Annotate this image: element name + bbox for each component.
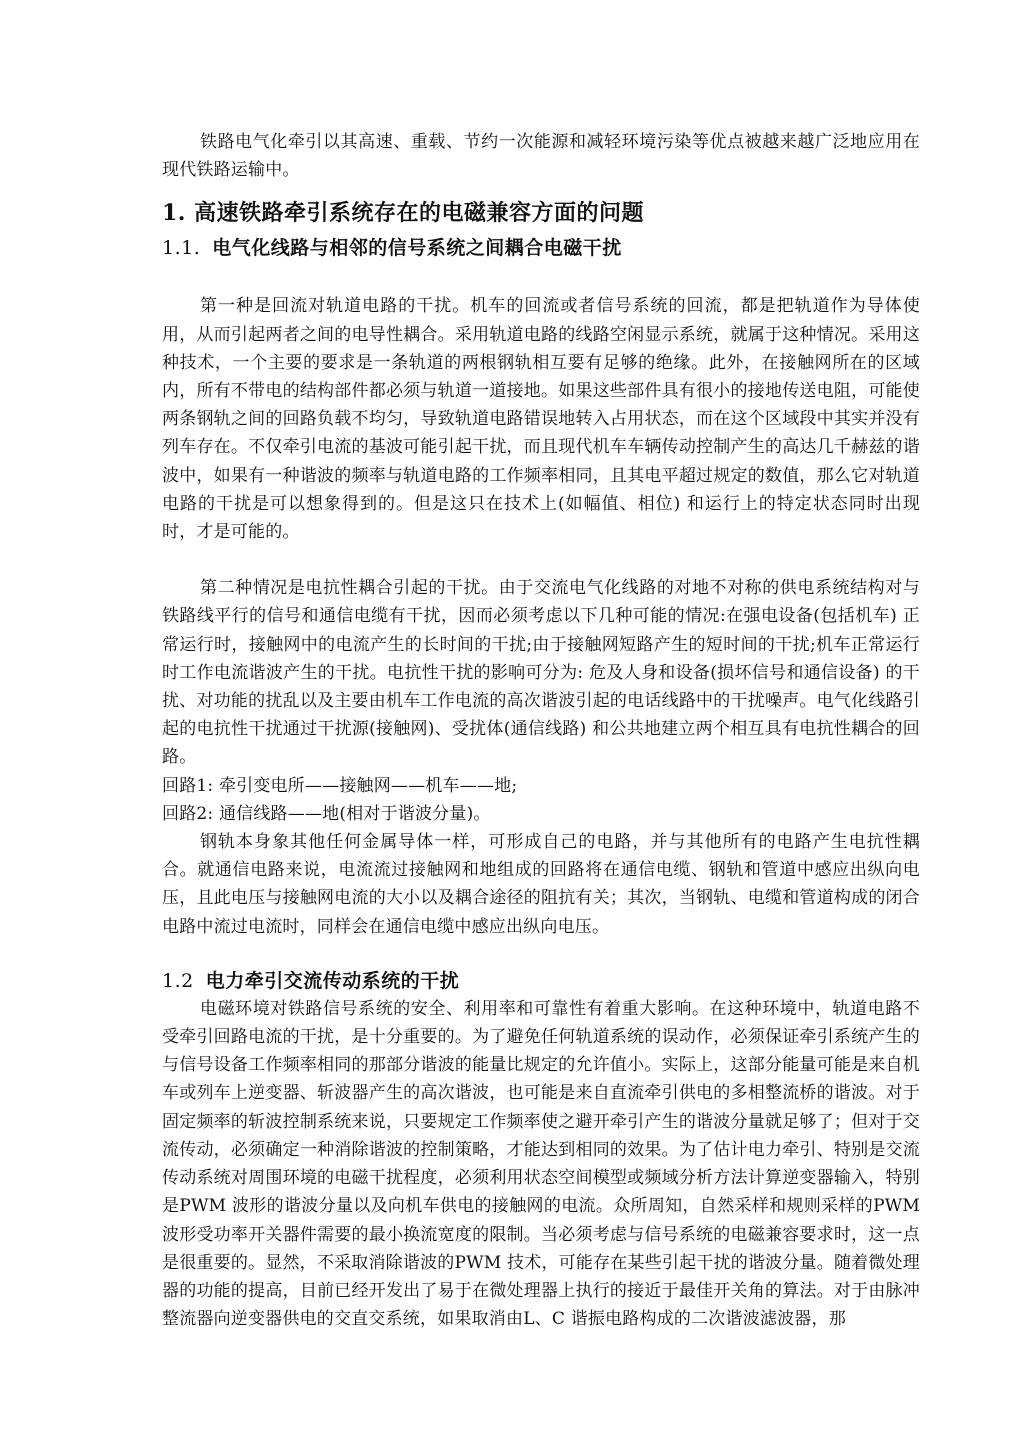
spacer — [162, 546, 920, 574]
loop-2-line: 回路2: 通信线路——地(相对于谐波分量)。 — [162, 803, 491, 824]
intro-paragraph: 铁路电气化牵引以其高速、重载、节约一次能源和减轻环境污染等优点被越来越广泛地应用在现代铁路运输中。 — [162, 132, 920, 181]
section-1-2-paragraph-1: 电磁环境对铁路信号系统的安全、利用率和可靠性有着重大影响。在这种环境中，轨道电路不受牵引回路电流的干扰，是十分重要的。为了避免任何轨道系统的误动作，必须保证牵引系统产生的与信号设备工作频率相同的那部分谐波的能量比规定的允许值小。实际上，这部分能量可能是来自机车或列车上逆变器、斩波器产生的高次谐波，也可能是来自直流牵引供电的多相整流桥的谐波。对于固定频率的斩波控制系统来说，只要规定工作频率使之避开牵引产生的谐波分量就足够了；但对于交流传动，必须确定一种消除谐波的控制策略，才能达到相同的效果。为了估计电力牵引、特别是交流传动系统对周围环境的电磁干扰程度，必须利用状态空间模型或频域分析方法计算逆变器输入，特别是PWM 波形的谐波分量以及向机车供电的接触网的电流。众所周知，自然采样和规则采样的PWM 波形受功率开关器件需要的最小换流宽度的限制。当必须考虑与信号系统的电磁兼容要求时，这一点是很重要的。显然，不采取消除谐波的PWM 技术，可能存在某些引起干扰的谐波分量。随着微处理器的功能的提高，目前已经开发出了易于在微处理器上执行的接近于最佳开关角的算法。对于由脉冲整流器向逆变器供电的交直交系统，如果取消由L、C 谐振电路构成的二次谐波滤波器，那 — [162, 998, 920, 1330]
spacer — [162, 941, 920, 963]
section-1-heading — [162, 198, 920, 228]
section-1-1-paragraph-2: 第二种情况是电抗性耦合引起的干扰。由于交流电气化线路的对地不对称的供电系统结构对与铁路线平行的信号和通信电缆有干扰，因而必须考虑以下几种可能的情况:在强电设备(包括机车) 正常运行时，接触网中的电流产生的长时间的干扰;由于接触网短路产生的短时间的干扰;机车正常运行时工作电流谐波产生的干扰。电抗性干扰的影响可分为: 危及人身和设备(损坏信号和通信设备) 的干扰、对功能的扰乱以及主要由机车工作电流的高次谐波引起的电话线路中的干扰噪声。电气化线路引起的电抗性干扰通过干扰源(接触网)、受扰体(通信线路) 和公共地建立两个相互具有电抗性耦合的回路。 — [162, 578, 920, 768]
section-1-2-title: 电力牵引交流传动系统的干扰 — [205, 969, 460, 992]
section-1-1-number: 1.1. — [162, 237, 201, 260]
loop-1-line: 回路1: 牵引变电所——接触网——机车——地; — [162, 775, 518, 796]
section-1-1-paragraph-1: 第一种是回流对轨道电路的干扰。机车的回流或者信号系统的回流，都是把轨道作为导体使用，从而引起两者之间的电导性耦合。采用轨道电路的线路空闲显示系统，就属于这种情况。采用这种技术，一个主要的要求是一条轨道的两根钢轨相互要有足够的绝缘。此外，在接触网所在的区域内，所有不带电的结构部件都必须与轨道一道接地。如果这些部件具有很小的接地传送电阻，可能使两条钢轨之间的回路负载不均匀，导致轨道电路错误地转入占用状态，而在这个区域段中其实并没有列车存在。不仅牵引电流的基波可能引起干扰，而且现代机车车辆传动控制产生的高达几千赫兹的谐波中，如果有一种谐波的频率与轨道电路的工作频率相同，且其电平超过规定的数值，那么它对轨道电路的干扰是可以想象得到的。但是这只在技术上(如幅值、相位) 和运行上的特定状态同时出现时，才是可能的。 — [162, 296, 920, 543]
document-body — [162, 128, 920, 1333]
section-1-1-title: 电气化线路与相邻的信号系统之间耦合电磁干扰 — [212, 237, 622, 260]
spacer — [162, 262, 920, 292]
section-1-number: 1. — [162, 200, 186, 227]
section-1-2-heading — [162, 967, 920, 995]
section-1-2-number: 1.2 — [162, 969, 194, 992]
section-1-1-heading — [162, 234, 920, 262]
section-1-title: 高速铁路牵引系统存在的电磁兼容方面的问题 — [193, 200, 644, 227]
section-1-1-paragraph-3: 钢轨本身象其他任何金属导体一样，可形成自己的电路，并与其他所有的电路产生电抗性耦合。就通信电路来说，电流流过接触网和地组成的回路将在通信电缆、钢轨和管道中感应出纵向电压，且此电压与接触网电流的大小以及耦合途径的阻抗有关；其次，当钢轨、电缆和管道构成的闭合电路中流过电流时，同样会在通信电缆中感应出纵向电压。 — [162, 832, 920, 937]
